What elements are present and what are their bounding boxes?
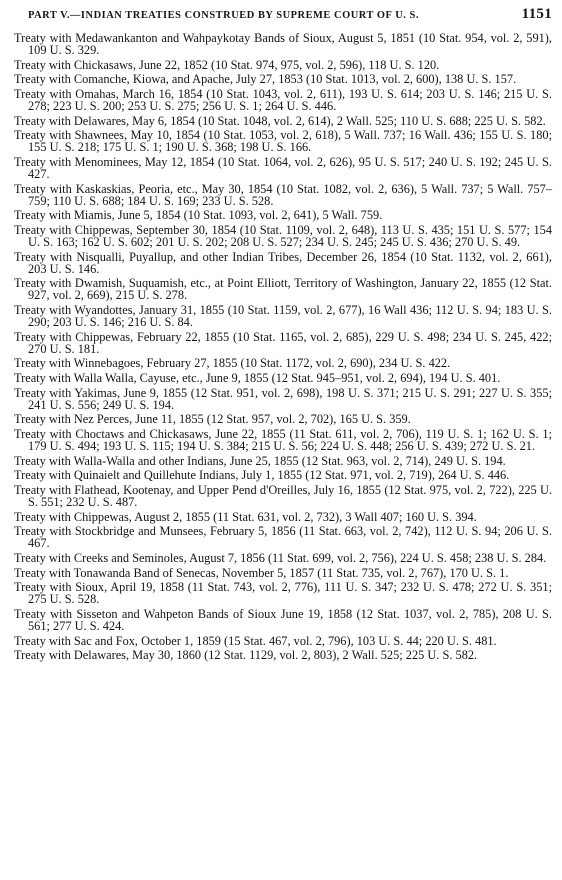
- treaty-entry: Treaty with Kaskaskias, Peoria, etc., May 30, 1854 (10 Stat. 1082, vol. 2, 636), 5 Wall. 737; 5 Wall. 757–759; 110 U. S. 688; 184 U. S. 169; 233 U. S. 528.: [14, 181, 552, 208]
- treaty-entry: Treaty with Winnebagoes, February 27, 1855 (10 Stat. 1172, vol. 2, 690), 234 U. S. 422.: [14, 356, 451, 371]
- treaty-entry: Treaty with Stockbridge and Munsees, February 5, 1856 (11 Stat. 663, vol. 2, 742), 112 U. S. 94; 206 U. S. 467.: [14, 524, 552, 551]
- treaty-entry: Treaty with Comanche, Kiowa, and Apache, July 27, 1853 (10 Stat. 1013, vol. 2, 600), 138 U. S. 157.: [14, 72, 517, 87]
- treaty-entry: Treaty with Chickasaws, June 22, 1852 (10 Stat. 974, 975, vol. 2, 596), 118 U. S. 120.: [14, 57, 440, 72]
- treaty-entry: Treaty with Chippewas, September 30, 1854 (10 Stat. 1109, vol. 2, 648), 113 U. S. 435; 151 U. S. 577; 154 U. S. 163; 162 U. S. 602; 201 U. S. 202; 208 U. S. 527; 234 U. S. 245; 245 U. S. 436; 270 U. S. 49.: [14, 223, 552, 250]
- treaty-entry: Treaty with Choctaws and Chickasaws, June 22, 1855 (11 Stat. 611, vol. 2, 706), 119 U. S. 1; 162 U. S. 1; 179 U. S. 494; 193 U. S. 115; 194 U. S. 384; 215 U. S. 56; 224 U. S. 448; 256 U. S. 439; 272 U. S. 21.: [14, 427, 552, 454]
- treaty-entry: Treaty with Flathead, Kootenay, and Upper Pend d'Oreilles, July 16, 1855 (12 Stat. 975, vol. 2, 722), 225 U. S. 551; 232 U. S. 487.: [14, 483, 552, 510]
- treaty-entry: Treaty with Nisqualli, Puyallup, and other Indian Tribes, December 26, 1854 (10 Stat. 1132, vol. 2, 661), 203 U. S. 146.: [14, 249, 552, 276]
- treaty-entry: Treaty with Delawares, May 30, 1860 (12 Stat. 1129, vol. 2, 803), 2 Wall. 525; 225 U. S. 582.: [14, 648, 478, 663]
- page-number: 1151: [521, 6, 552, 22]
- treaty-entry: Treaty with Dwamish, Suquamish, etc., at Point Elliott, Territory of Washington, January 22, 1855 (12 Stat. 927, vol. 2, 669), 215 U. S. 278.: [14, 276, 552, 303]
- treaty-entry: Treaty with Tonawanda Band of Senecas, November 5, 1857 (11 Stat. 735, vol. 2, 767), 170 U. S. 1.: [14, 565, 509, 580]
- treaty-list: [14, 32, 552, 661]
- treaty-entry: Treaty with Sisseton and Wahpeton Bands of Sioux June 19, 1858 (12 Stat. 1037, vol. 2, 785), 208 U. S. 561; 277 U. S. 424.: [14, 607, 552, 634]
- treaty-entry: Treaty with Walla-Walla and other Indians, June 25, 1855 (12 Stat. 963, vol. 2, 714), 249 U. S. 194.: [14, 453, 506, 468]
- treaty-entry: Treaty with Nez Perces, June 11, 1855 (12 Stat. 957, vol. 2, 702), 165 U. S. 359.: [14, 412, 411, 427]
- running-header: [28, 6, 552, 30]
- treaty-entry: Treaty with Chippewas, August 2, 1855 (11 Stat. 631, vol. 2, 732), 3 Wall 407; 160 U. S. 394.: [14, 509, 477, 524]
- treaty-entry: Treaty with Chippewas, February 22, 1855 (10 Stat. 1165, vol. 2, 685), 229 U. S. 498; 234 U. S. 245, 422; 270 U. S. 181.: [14, 329, 552, 356]
- treaty-entry: Treaty with Menominees, May 12, 1854 (10 Stat. 1064, vol. 2, 626), 95 U. S. 517; 240 U. S. 192; 245 U. S. 427.: [14, 154, 552, 182]
- treaty-entry: Treaty with Delawares, May 6, 1854 (10 Stat. 1048, vol. 2, 614), 2 Wall. 525; 110 U. S. 688; 225 U. S. 582.: [14, 113, 546, 128]
- treaty-entry: Treaty with Sac and Fox, October 1, 1859 (15 Stat. 467, vol. 2, 796), 103 U. S. 44; 220 U. S. 481.: [14, 633, 497, 648]
- treaty-entry: Treaty with Omahas, March 16, 1854 (10 Stat. 1043, vol. 2, 611), 193 U. S. 614; 203 U. S. 146; 215 U. S. 278; 223 U. S. 200; 253 U. S. 275; 256 U. S. 1; 264 U. S. 446.: [14, 86, 552, 114]
- treaty-entry: Treaty with Shawnees, May 10, 1854 (10 Stat. 1053, vol. 2, 618), 5 Wall. 737; 16 Wall. 436; 155 U. S. 180; 155 U. S. 218; 175 U. S. 1; 190 U. S. 368; 198 U. S. 166.: [14, 128, 552, 155]
- treaty-entry: Treaty with Quinaielt and Quillehute Indians, July 1, 1855 (12 Stat. 971, vol. 2, 719), 264 U. S. 446.: [14, 468, 510, 483]
- treaty-entry: Treaty with Creeks and Seminoles, August 7, 1856 (11 Stat. 699, vol. 2, 756), 224 U. S. 458; 238 U. S. 284.: [14, 551, 547, 566]
- treaty-entry: Treaty with Miamis, June 5, 1854 (10 Stat. 1093, vol. 2, 641), 5 Wall. 759.: [14, 208, 383, 223]
- treaty-entry: Treaty with Medawankanton and Wahpaykotay Bands of Sioux, August 5, 1851 (10 Stat. 954, vol. 2, 591), 109 U. S. 329.: [14, 31, 552, 58]
- treaty-entry: Treaty with Yakimas, June 9, 1855 (12 Stat. 951, vol. 2, 698), 198 U. S. 371; 215 U. S. 291; 227 U. S. 355; 241 U. S. 556; 249 U. S. 194.: [14, 385, 552, 412]
- treaty-entry: Treaty with Walla Walla, Cayuse, etc., June 9, 1855 (12 Stat. 945–951, vol. 2, 694), 194 U. S. 401.: [14, 371, 501, 386]
- treaty-entry: Treaty with Sioux, April 19, 1858 (11 Stat. 743, vol. 2, 776), 111 U. S. 347; 232 U. S. 478; 272 U. S. 351; 275 U. S. 528.: [14, 580, 552, 607]
- treaty-entry: Treaty with Wyandottes, January 31, 1855 (10 Stat. 1159, vol. 2, 677), 16 Wall 436; 112 U. S. 94; 183 U. S. 290; 203 U. S. 146; 216 U. S. 84.: [14, 303, 552, 330]
- running-header-title: PART V.—INDIAN TREATIES CONSTRUED BY SUPREME COURT OF U. S.: [28, 10, 420, 21]
